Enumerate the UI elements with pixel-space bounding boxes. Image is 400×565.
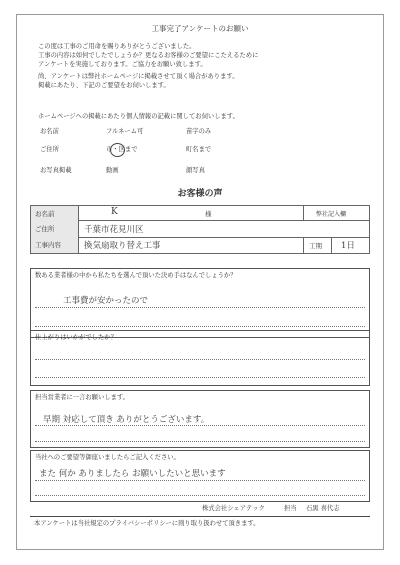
footer-company: 株式会社シェアテック bbox=[202, 505, 265, 512]
info-work-value[interactable]: 換気扇取り替え工事 bbox=[84, 241, 161, 251]
privacy-label: お写真掲載 bbox=[40, 167, 72, 174]
privacy-heading: ホームページへの掲載にあたり個人情報の記載に関してお伺いします。 bbox=[38, 113, 239, 120]
info-honorific: 様 bbox=[205, 210, 212, 218]
answer-text[interactable]: 早期 対応して頂き ありがとうございます。 bbox=[43, 415, 210, 425]
info-address-value[interactable]: 千葉市花見川区 bbox=[84, 225, 144, 235]
question-box bbox=[30, 330, 370, 386]
intro-line: 掲載にあたり、下記のご要望をお伺いします。 bbox=[38, 82, 170, 89]
privacy-option[interactable]: 町名まで bbox=[186, 146, 212, 153]
footer-note: 本アンケートは当社規定のプライバシーポリシーに則り取り扱わせて頂きます。 bbox=[34, 520, 260, 527]
privacy-option[interactable]: 顔写真 bbox=[186, 167, 205, 174]
footer-staff-name: 石黒 喜代志 bbox=[306, 505, 340, 512]
privacy-option[interactable]: フルネーム可 bbox=[106, 128, 144, 135]
info-duration-label: 工期 bbox=[309, 242, 322, 250]
info-duration-value[interactable]: 1日 bbox=[341, 241, 355, 251]
voice-title: お客様の声 bbox=[177, 189, 223, 199]
privacy-option[interactable]: 苗字のみ bbox=[186, 128, 212, 135]
info-work-label: 工事内容 bbox=[35, 241, 61, 249]
company-note: 弊社記入欄 bbox=[316, 211, 347, 218]
info-table bbox=[30, 205, 370, 254]
footer-divider bbox=[30, 516, 370, 517]
page-title: 工事完了アンケートのお願い bbox=[151, 24, 249, 33]
privacy-label: お名前 bbox=[40, 128, 59, 135]
info-name-label: お名前 bbox=[35, 210, 55, 218]
info-name-value[interactable]: K bbox=[111, 207, 118, 217]
privacy-option[interactable]: 市・区まで bbox=[106, 146, 138, 153]
question-text: 当社へのご要望等御座いましたらご記入ください。 bbox=[35, 454, 180, 461]
question-box bbox=[30, 268, 370, 338]
privacy-label: ご住所 bbox=[40, 146, 59, 153]
intro-line: 尚、アンケートは弊社ホームページに掲載させて頂く場合があります。 bbox=[38, 73, 239, 80]
intro-line: この度は工事のご用命を賜りありがとうございました。 bbox=[38, 43, 196, 50]
footer-staff-label: 担当 bbox=[284, 505, 297, 512]
question-box bbox=[30, 450, 370, 502]
question-text: 仕上がりはいかがでしたか？ bbox=[35, 334, 117, 341]
privacy-option[interactable]: 動画 bbox=[106, 167, 119, 174]
question-text: 担当営業者に一言お願いします。 bbox=[35, 394, 129, 401]
info-address-label: ご住所 bbox=[35, 225, 55, 233]
answer-text[interactable]: また 何か ありましたら お願いしたいと思います bbox=[39, 469, 226, 479]
selection-circle bbox=[110, 143, 125, 157]
answer-text[interactable]: 工事費が安かったので bbox=[63, 296, 149, 306]
question-box bbox=[30, 390, 370, 448]
intro-line: 工事の内容は如何でしたでしょうか？更なるお客様のご要望にこたえるために bbox=[38, 52, 259, 59]
question-text: 数ある業者様の中から私たちを選んで頂いた決め手はなんでしょうか？ bbox=[35, 272, 237, 279]
intro-line: アンケートを実施しております。ご協力をお願い致します。 bbox=[38, 61, 207, 68]
